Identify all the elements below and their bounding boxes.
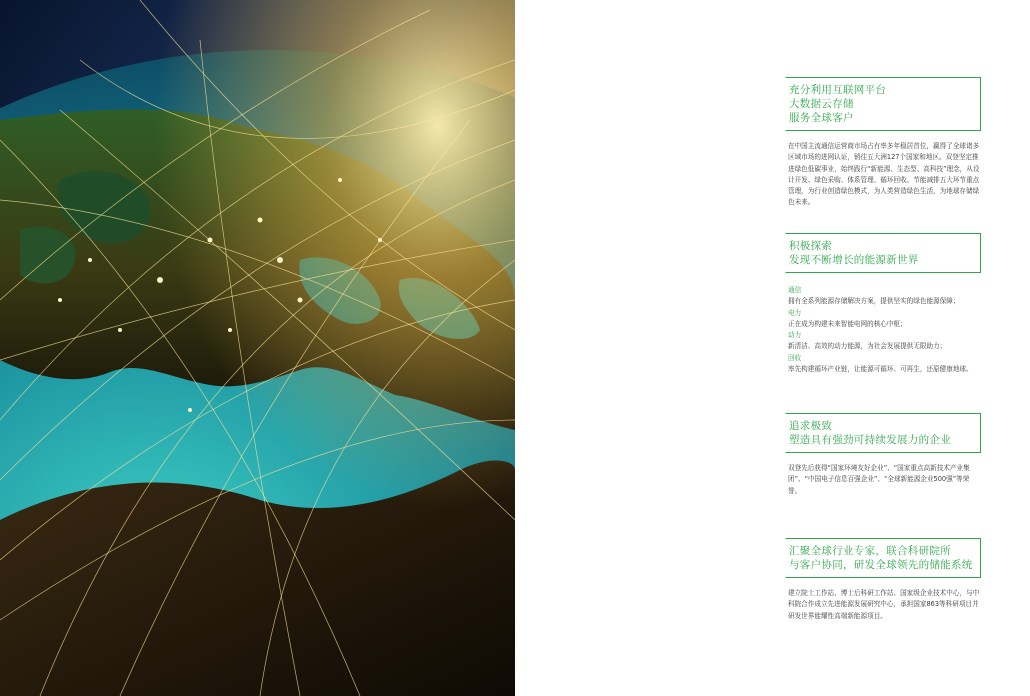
text-page — [515, 0, 1030, 696]
item-text: 拥有全系列能源存储解决方案，提供坚实的绿色能源保障； — [788, 297, 960, 306]
item-label: 通信 — [788, 286, 802, 294]
section-heading — [785, 538, 981, 578]
section-internet-platform — [785, 77, 981, 209]
heading-line: 追求极致 — [789, 420, 833, 432]
section-energy-world — [785, 233, 981, 375]
heading-line: 塑造具有强劲可持续发展力的企业 — [789, 434, 951, 446]
item-text: 率先构建循环产业链，让能源可循环、可再生，还原健康地球。 — [788, 365, 973, 374]
heading-line: 服务全球客户 — [789, 112, 854, 124]
heading-line: 积极探索 — [789, 240, 833, 252]
item-text: 正在成为构建未来智能电网的核心中枢； — [788, 319, 907, 328]
item-text: 新清洁、高效的动力能源，为社会发展提供无限助力； — [788, 342, 947, 351]
section-research-experts — [785, 538, 981, 622]
section-heading — [785, 413, 981, 453]
section-heading — [785, 77, 981, 131]
item-label: 电力 — [788, 308, 802, 317]
item-label: 回收 — [788, 353, 802, 362]
item-label: 动力 — [788, 331, 802, 340]
section-body: 建立院士工作站、博士后科研工作站、国家级企业技术中心，与中科院合作成立先进能源发展研究中心，承担国家863等科研项目并研发世界能耀性高端新能源项目。 — [788, 589, 980, 620]
section-sustainable-enterprise — [785, 413, 981, 497]
section-item-list — [785, 285, 981, 375]
heading-line: 与客户协同，研发全球领先的储能系统 — [789, 559, 973, 571]
heading-line: 发现不断增长的能源新世界 — [789, 254, 919, 266]
heading-line: 汇聚全球行业专家，联合科研院所 — [789, 545, 951, 557]
heading-line: 充分利用互联网平台 — [789, 84, 887, 96]
heading-line: 大数据云存储 — [789, 98, 854, 110]
section-heading — [785, 233, 981, 273]
section-body: 在中国主流通信运营商市场占有率多年稳居首位，赢得了全球诸多区域市场的进网认证，销往五大洲127个国家和地区。双登坚定推进绿色低碳事业，始终践行“新能源、生态型、高科技”理念，从设计开发、绿色采购、体系管理、循环回收、节能减排五大环节重点管理，为行业创造绿色模式，为人类营造绿色生活，为地球存储绿色未来。 — [788, 142, 980, 207]
section-body: 双登先后获得“国家环境友好企业”、“国家重点高新技术产业集团”、“中国电子信息百强企业”、“全球新能源企业500强”等荣誉。 — [788, 464, 970, 495]
